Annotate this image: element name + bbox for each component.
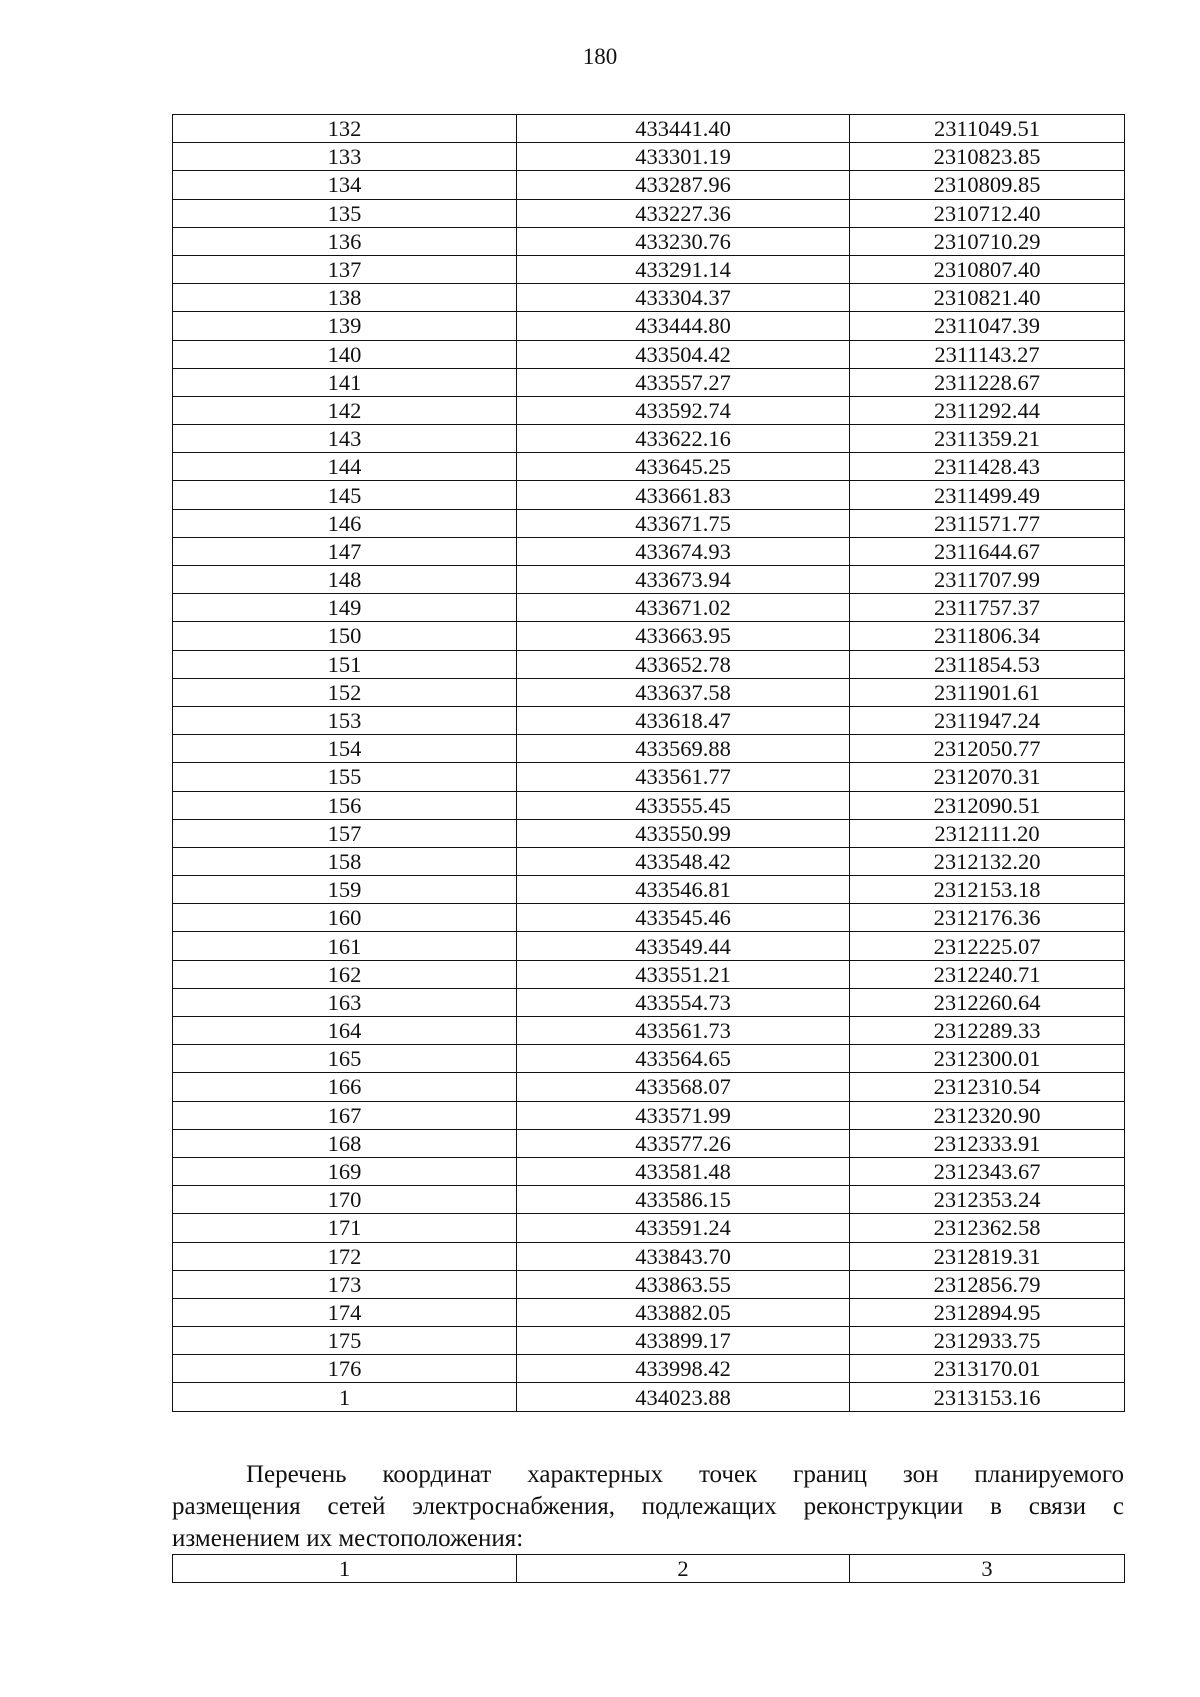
- table-row: [173, 960, 1125, 988]
- y-coordinate-cell: 2311049.51: [850, 115, 1125, 143]
- y-coordinate-cell: 2312343.67: [850, 1157, 1125, 1185]
- x-coordinate-cell: 434023.88: [517, 1383, 850, 1411]
- point-number-cell: 166: [173, 1073, 517, 1101]
- table-row: [173, 284, 1125, 312]
- x-coordinate-cell: 433577.26: [517, 1129, 850, 1157]
- y-coordinate-cell: 2310823.85: [850, 143, 1125, 171]
- y-coordinate-cell: 2312111.20: [850, 819, 1125, 847]
- point-number-cell: 163: [173, 988, 517, 1016]
- y-coordinate-cell: 2311047.39: [850, 312, 1125, 340]
- y-coordinate-cell: 2311428.43: [850, 453, 1125, 481]
- point-number-cell: 174: [173, 1298, 517, 1326]
- x-coordinate-cell: 433444.80: [517, 312, 850, 340]
- table-row: [173, 255, 1125, 283]
- x-coordinate-cell: 433545.46: [517, 904, 850, 932]
- table-row: [173, 509, 1125, 537]
- y-coordinate-cell: 2311644.67: [850, 537, 1125, 565]
- y-coordinate-cell: 2311757.37: [850, 594, 1125, 622]
- y-coordinate-cell: 2312819.31: [850, 1242, 1125, 1270]
- point-number-cell: 151: [173, 650, 517, 678]
- table-row: [173, 932, 1125, 960]
- y-coordinate-cell: 2310821.40: [850, 284, 1125, 312]
- table-row: [173, 312, 1125, 340]
- point-number-cell: 133: [173, 143, 517, 171]
- caption-line-3: изменением их местоположения:: [172, 1525, 524, 1552]
- y-coordinate-cell: 2310710.29: [850, 227, 1125, 255]
- table-row: [173, 143, 1125, 171]
- column-number-2: 2: [517, 1555, 850, 1583]
- x-coordinate-cell: 433287.96: [517, 171, 850, 199]
- x-coordinate-cell: 433504.42: [517, 340, 850, 368]
- y-coordinate-cell: 2312260.64: [850, 988, 1125, 1016]
- y-coordinate-cell: 2312050.77: [850, 735, 1125, 763]
- x-coordinate-cell: 433899.17: [517, 1327, 850, 1355]
- point-number-cell: 152: [173, 678, 517, 706]
- x-coordinate-cell: 433591.24: [517, 1214, 850, 1242]
- y-coordinate-cell: 2310809.85: [850, 171, 1125, 199]
- x-coordinate-cell: 433998.42: [517, 1355, 850, 1383]
- point-number-cell: 156: [173, 791, 517, 819]
- point-number-cell: 165: [173, 1045, 517, 1073]
- point-number-cell: 1: [173, 1383, 517, 1411]
- table-row: [173, 1186, 1125, 1214]
- x-coordinate-cell: 433230.76: [517, 227, 850, 255]
- point-number-cell: 138: [173, 284, 517, 312]
- x-coordinate-cell: 433555.45: [517, 791, 850, 819]
- point-number-cell: 164: [173, 1017, 517, 1045]
- y-coordinate-cell: 2312176.36: [850, 904, 1125, 932]
- x-coordinate-cell: 433441.40: [517, 115, 850, 143]
- table-row: [173, 115, 1125, 143]
- point-number-cell: 168: [173, 1129, 517, 1157]
- x-coordinate-cell: 433843.70: [517, 1242, 850, 1270]
- table-row: [173, 1242, 1125, 1270]
- y-coordinate-cell: 2312132.20: [850, 847, 1125, 875]
- point-number-cell: 149: [173, 594, 517, 622]
- table-row: [173, 1157, 1125, 1185]
- y-coordinate-cell: 2310807.40: [850, 255, 1125, 283]
- point-number-cell: 175: [173, 1327, 517, 1355]
- point-number-cell: 160: [173, 904, 517, 932]
- x-coordinate-cell: 433863.55: [517, 1270, 850, 1298]
- table-row: [173, 1101, 1125, 1129]
- point-number-cell: 135: [173, 199, 517, 227]
- point-number-cell: 173: [173, 1270, 517, 1298]
- point-number-cell: 150: [173, 622, 517, 650]
- point-number-cell: 159: [173, 876, 517, 904]
- table-row: [173, 735, 1125, 763]
- y-coordinate-cell: 2313153.16: [850, 1383, 1125, 1411]
- x-coordinate-cell: 433554.73: [517, 988, 850, 1016]
- x-coordinate-cell: 433882.05: [517, 1298, 850, 1326]
- x-coordinate-cell: 433661.83: [517, 481, 850, 509]
- y-coordinate-cell: 2312289.33: [850, 1017, 1125, 1045]
- x-coordinate-cell: 433581.48: [517, 1157, 850, 1185]
- y-coordinate-cell: 2311707.99: [850, 566, 1125, 594]
- y-coordinate-cell: 2312933.75: [850, 1327, 1125, 1355]
- table-row: [173, 340, 1125, 368]
- x-coordinate-cell: 433551.21: [517, 960, 850, 988]
- x-coordinate-cell: 433671.75: [517, 509, 850, 537]
- y-coordinate-cell: 2311571.77: [850, 509, 1125, 537]
- y-coordinate-cell: 2311359.21: [850, 425, 1125, 453]
- x-coordinate-cell: 433571.99: [517, 1101, 850, 1129]
- table-row: [173, 537, 1125, 565]
- y-coordinate-cell: 2311292.44: [850, 396, 1125, 424]
- table-row: [173, 453, 1125, 481]
- table-row: [173, 622, 1125, 650]
- table-row: [173, 988, 1125, 1016]
- table-row: [173, 847, 1125, 875]
- y-coordinate-cell: 2313170.01: [850, 1355, 1125, 1383]
- y-coordinate-cell: 2311499.49: [850, 481, 1125, 509]
- y-coordinate-cell: 2311806.34: [850, 622, 1125, 650]
- point-number-cell: 155: [173, 763, 517, 791]
- y-coordinate-cell: 2312090.51: [850, 791, 1125, 819]
- table-row: [173, 1327, 1125, 1355]
- table-row: [173, 763, 1125, 791]
- table-row: [173, 1129, 1125, 1157]
- point-number-cell: 141: [173, 368, 517, 396]
- y-coordinate-cell: 2312894.95: [850, 1298, 1125, 1326]
- y-coordinate-cell: 2310712.40: [850, 199, 1125, 227]
- x-coordinate-cell: 433549.44: [517, 932, 850, 960]
- point-number-cell: 139: [173, 312, 517, 340]
- y-coordinate-cell: 2312333.91: [850, 1129, 1125, 1157]
- x-coordinate-cell: 433568.07: [517, 1073, 850, 1101]
- point-number-cell: 167: [173, 1101, 517, 1129]
- x-coordinate-cell: 433227.36: [517, 199, 850, 227]
- page-number: 180: [582, 44, 618, 69]
- y-coordinate-cell: 2311947.24: [850, 706, 1125, 734]
- point-number-cell: 161: [173, 932, 517, 960]
- y-coordinate-cell: 2312353.24: [850, 1186, 1125, 1214]
- point-number-cell: 147: [173, 537, 517, 565]
- table-row: [173, 171, 1125, 199]
- point-number-cell: 136: [173, 227, 517, 255]
- table-row: [173, 481, 1125, 509]
- y-coordinate-cell: 2311901.61: [850, 678, 1125, 706]
- caption-line-1: Перечень координат характерных точек границ зон планируемого: [246, 1461, 1124, 1488]
- y-coordinate-cell: 2312240.71: [850, 960, 1125, 988]
- x-coordinate-cell: 433564.65: [517, 1045, 850, 1073]
- x-coordinate-cell: 433673.94: [517, 566, 850, 594]
- x-coordinate-cell: 433557.27: [517, 368, 850, 396]
- x-coordinate-cell: 433645.25: [517, 453, 850, 481]
- coordinates-table-body: [173, 115, 1125, 1412]
- column-number-3: 3: [850, 1555, 1125, 1583]
- x-coordinate-cell: 433301.19: [517, 143, 850, 171]
- table-row: [173, 199, 1125, 227]
- x-coordinate-cell: 433561.73: [517, 1017, 850, 1045]
- point-number-cell: 157: [173, 819, 517, 847]
- x-coordinate-cell: 433637.58: [517, 678, 850, 706]
- table-row: [173, 396, 1125, 424]
- point-number-cell: 140: [173, 340, 517, 368]
- x-coordinate-cell: 433618.47: [517, 706, 850, 734]
- x-coordinate-cell: 433569.88: [517, 735, 850, 763]
- table-row: [173, 1270, 1125, 1298]
- point-number-cell: 153: [173, 706, 517, 734]
- point-number-cell: 158: [173, 847, 517, 875]
- y-coordinate-cell: 2312310.54: [850, 1073, 1125, 1101]
- x-coordinate-cell: 433586.15: [517, 1186, 850, 1214]
- point-number-cell: 171: [173, 1214, 517, 1242]
- point-number-cell: 137: [173, 255, 517, 283]
- point-number-cell: 154: [173, 735, 517, 763]
- point-number-cell: 132: [173, 115, 517, 143]
- point-number-cell: 172: [173, 1242, 517, 1270]
- table-row: [173, 368, 1125, 396]
- x-coordinate-cell: 433622.16: [517, 425, 850, 453]
- point-number-cell: 162: [173, 960, 517, 988]
- table-row: [173, 1017, 1125, 1045]
- x-coordinate-cell: 433592.74: [517, 396, 850, 424]
- point-number-cell: 170: [173, 1186, 517, 1214]
- point-number-cell: 144: [173, 453, 517, 481]
- y-coordinate-cell: 2312225.07: [850, 932, 1125, 960]
- table-row: [173, 791, 1125, 819]
- x-coordinate-cell: 433671.02: [517, 594, 850, 622]
- table-row: [173, 1298, 1125, 1326]
- point-number-cell: 143: [173, 425, 517, 453]
- table-row: [173, 678, 1125, 706]
- y-coordinate-cell: 2312362.58: [850, 1214, 1125, 1242]
- x-coordinate-cell: 433674.93: [517, 537, 850, 565]
- y-coordinate-cell: 2312300.01: [850, 1045, 1125, 1073]
- table-row: [173, 706, 1125, 734]
- y-coordinate-cell: 2311228.67: [850, 368, 1125, 396]
- x-coordinate-cell: 433304.37: [517, 284, 850, 312]
- y-coordinate-cell: 2311854.53: [850, 650, 1125, 678]
- table-row: [173, 1383, 1125, 1411]
- point-number-cell: 148: [173, 566, 517, 594]
- y-coordinate-cell: 2312070.31: [850, 763, 1125, 791]
- table-row: [173, 819, 1125, 847]
- table-row: [173, 876, 1125, 904]
- table-row: [173, 227, 1125, 255]
- point-number-cell: 176: [173, 1355, 517, 1383]
- point-number-cell: 169: [173, 1157, 517, 1185]
- table-row: [173, 650, 1125, 678]
- section-caption: [172, 1459, 1124, 1555]
- table-row: [173, 904, 1125, 932]
- coordinates-table: [172, 114, 1125, 1412]
- x-coordinate-cell: 433291.14: [517, 255, 850, 283]
- table-row: [173, 1045, 1125, 1073]
- point-number-cell: 142: [173, 396, 517, 424]
- x-coordinate-cell: 433546.81: [517, 876, 850, 904]
- table-row: [173, 1355, 1125, 1383]
- x-coordinate-cell: 433663.95: [517, 622, 850, 650]
- table-row: [173, 594, 1125, 622]
- column-number-row: [173, 1555, 1125, 1583]
- point-number-cell: 134: [173, 171, 517, 199]
- x-coordinate-cell: 433561.77: [517, 763, 850, 791]
- x-coordinate-cell: 433652.78: [517, 650, 850, 678]
- table-row: [173, 566, 1125, 594]
- y-coordinate-cell: 2312153.18: [850, 876, 1125, 904]
- y-coordinate-cell: 2312320.90: [850, 1101, 1125, 1129]
- column-number-1: 1: [173, 1555, 517, 1583]
- y-coordinate-cell: 2312856.79: [850, 1270, 1125, 1298]
- caption-line-2: размещения сетей электроснабжения, подлежащих реконструкции в связи с: [172, 1493, 1124, 1520]
- y-coordinate-cell: 2311143.27: [850, 340, 1125, 368]
- x-coordinate-cell: 433548.42: [517, 847, 850, 875]
- point-number-cell: 146: [173, 509, 517, 537]
- table-row: [173, 1214, 1125, 1242]
- next-table-header: [172, 1554, 1125, 1583]
- table-row: [173, 1073, 1125, 1101]
- x-coordinate-cell: 433550.99: [517, 819, 850, 847]
- table-row: [173, 425, 1125, 453]
- point-number-cell: 145: [173, 481, 517, 509]
